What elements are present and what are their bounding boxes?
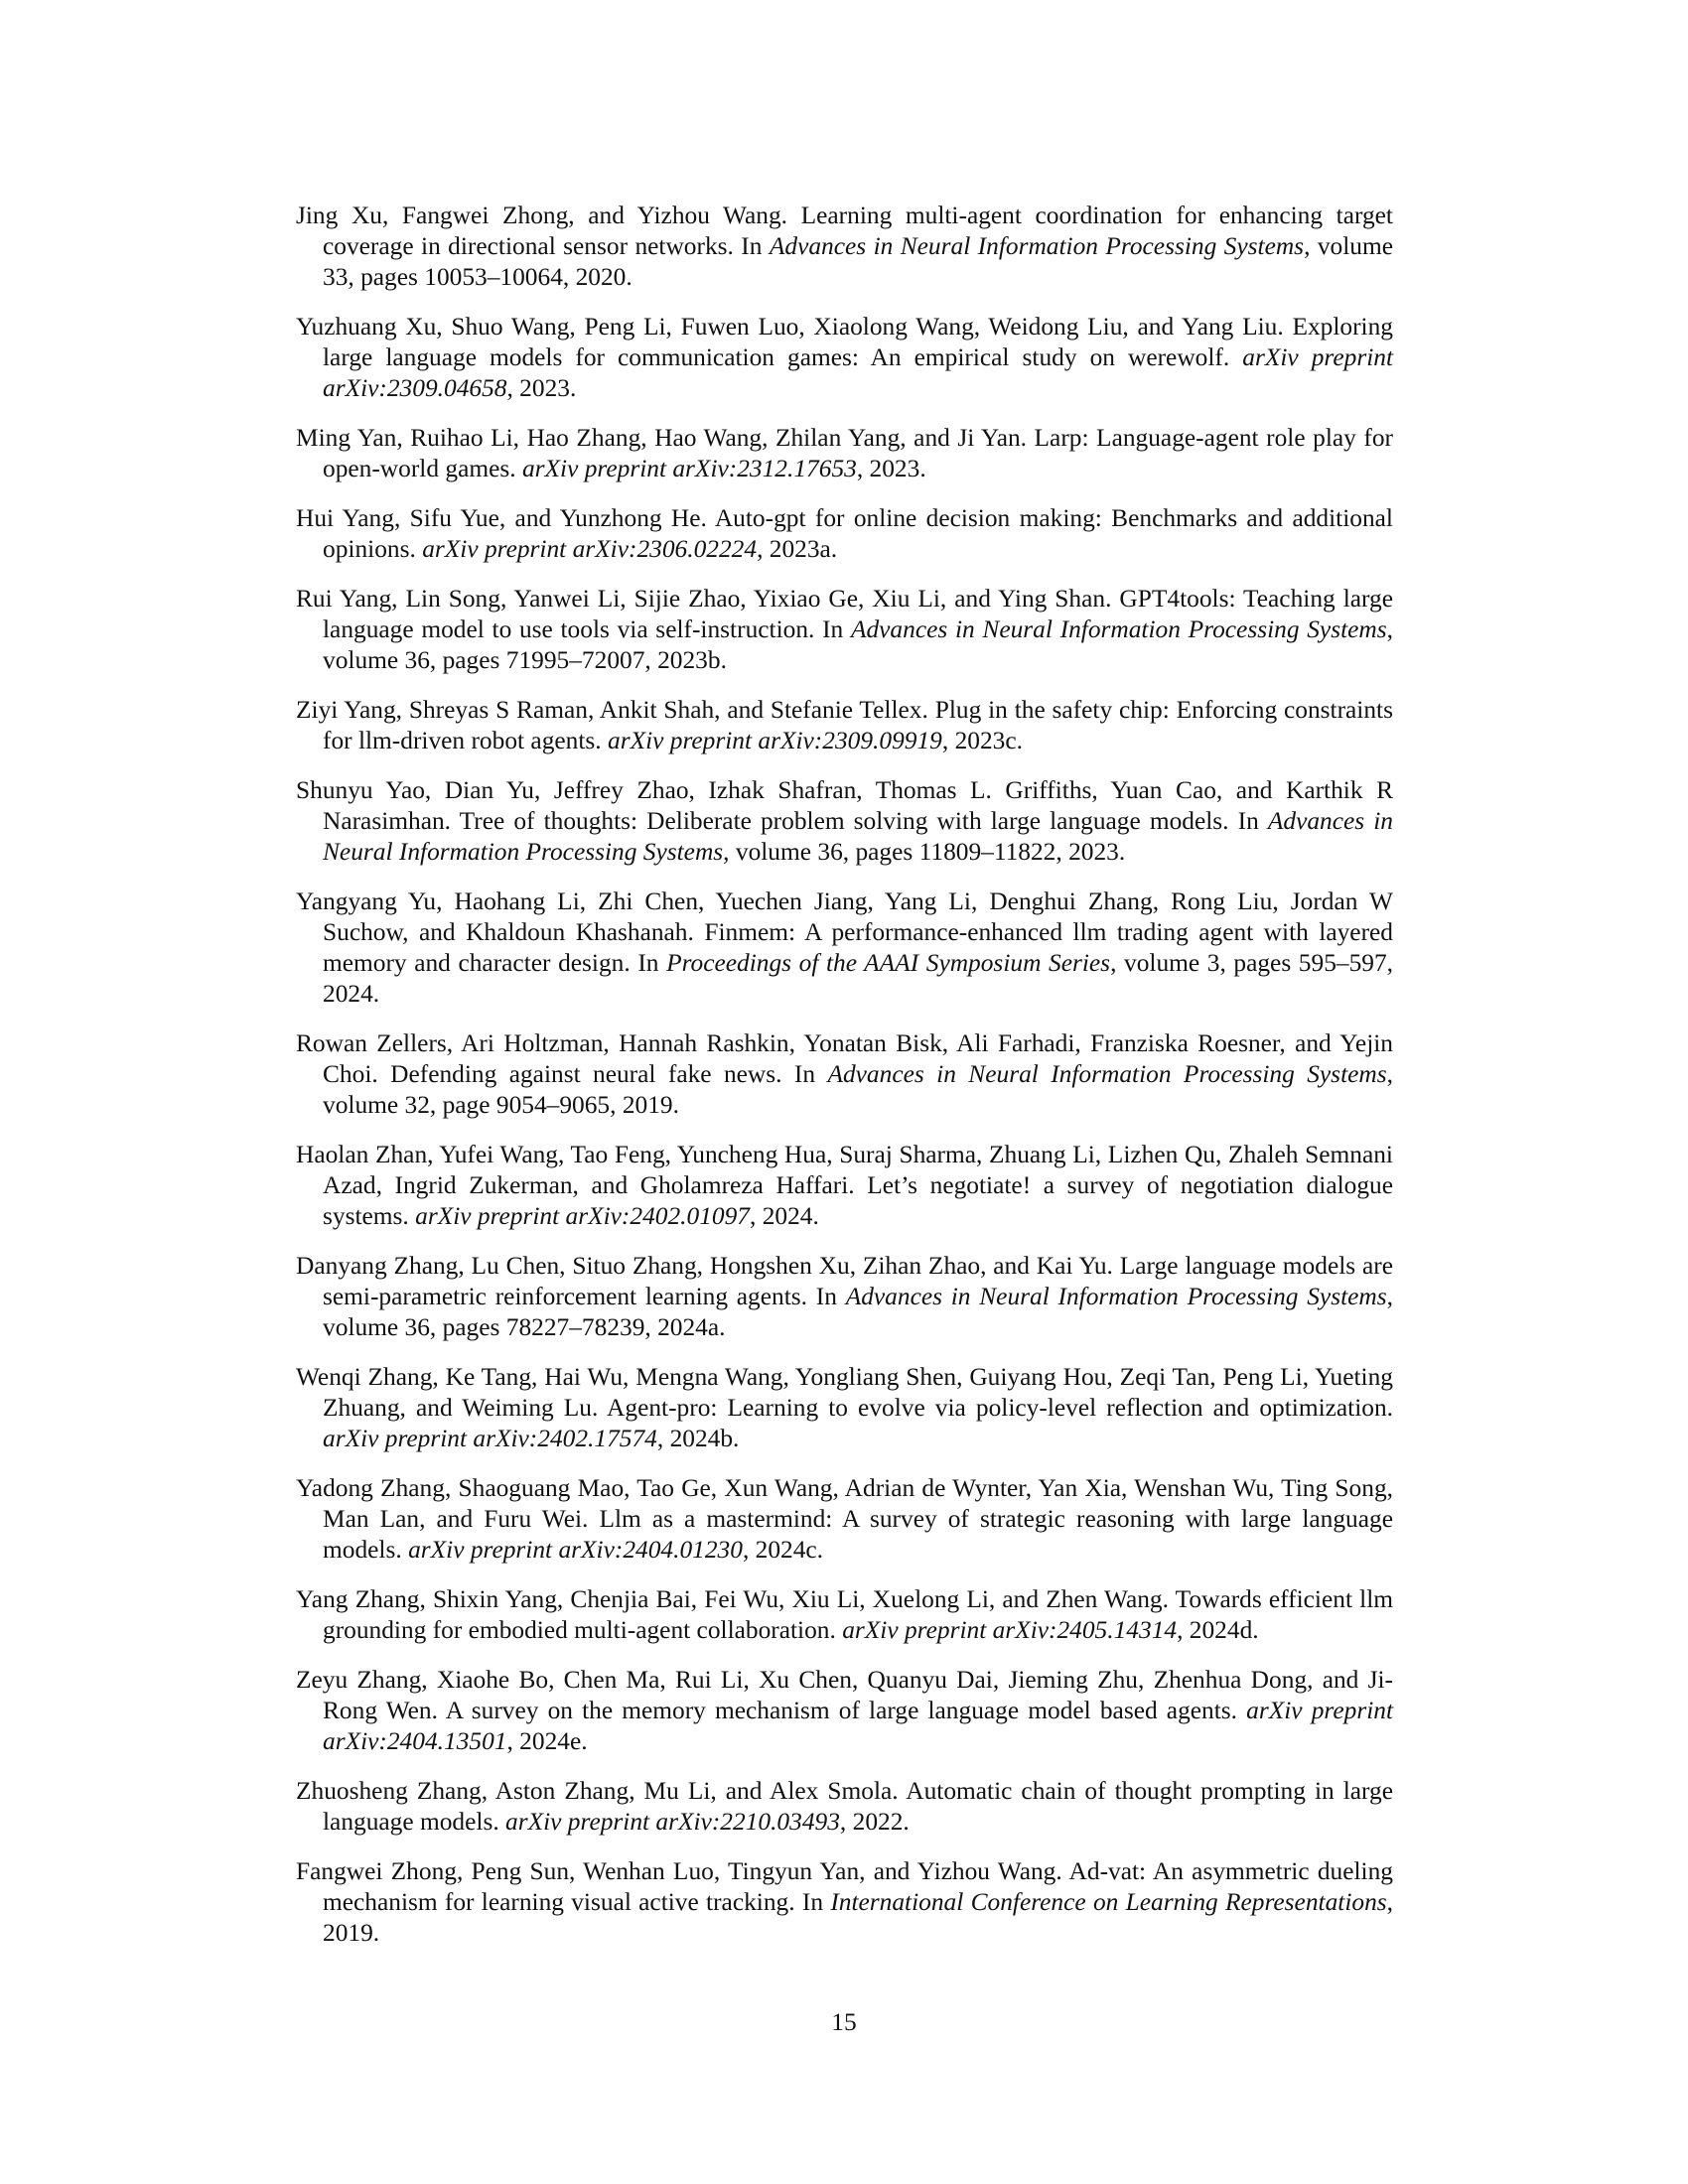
reference-details: , 2023. xyxy=(856,455,926,482)
reference-venue: arXiv preprint arXiv:2404.01230 xyxy=(408,1536,743,1564)
reference-entry xyxy=(296,1473,1393,1566)
reference-details: , volume 36, pages 11809–11822, 2023. xyxy=(723,838,1126,866)
reference-authors: Jing Xu, Fangwei Zhong, and Yizhou Wang. xyxy=(296,202,787,229)
reference-venue: arXiv preprint arXiv:2402.17574 xyxy=(323,1425,657,1452)
reference-details: , volume 3, pages 595–597, 2024. xyxy=(323,949,1394,1008)
reference-authors: Yuzhuang Xu, Shuo Wang, Peng Li, Fuwen Luo, Xiaolong Wang, Weidong Liu, and Yang Liu. xyxy=(296,313,1284,341)
reference-title: Agent-pro: Learning to evolve via policy-level reflection and optimization. xyxy=(607,1394,1394,1422)
reference-details: , 2024b. xyxy=(656,1425,740,1452)
reference-venue: International Conference on Learning Representations xyxy=(830,1888,1387,1916)
reference-entry xyxy=(296,1140,1393,1232)
reference-entry xyxy=(296,201,1393,293)
reference-entry xyxy=(296,887,1393,1010)
reference-prefix: In xyxy=(801,1888,824,1916)
reference-authors: Rui Yang, Lin Song, Yanwei Li, Sijie Zhao, Yixiao Ge, Xiu Li, and Ying Shan. xyxy=(296,585,1112,613)
reference-details: , 2022. xyxy=(839,1808,910,1836)
reference-details: , 2024d. xyxy=(1177,1616,1259,1644)
reference-entry xyxy=(296,423,1393,484)
reference-details: , volume 32, page 9054–9065, 2019. xyxy=(323,1060,1393,1119)
reference-entry xyxy=(296,695,1393,756)
reference-venue: arXiv preprint arXiv:2309.04658 xyxy=(323,343,1394,402)
reference-venue: Proceedings of the AAAI Symposium Series xyxy=(666,949,1111,977)
reference-entry xyxy=(296,775,1393,868)
reference-entry xyxy=(296,1028,1393,1121)
reference-title: Finmem: A performance-enhanced llm trading agent with layered memory and character design. xyxy=(323,918,1393,977)
reference-entry xyxy=(296,1776,1393,1838)
reference-title: Exploring large language models for communication games: An empirical study on werewolf. xyxy=(323,313,1393,371)
reference-prefix: In xyxy=(793,1060,816,1088)
reference-venue: arXiv preprint arXiv:2210.03493 xyxy=(505,1808,840,1836)
reference-title: Ad-vat: An asymmetric dueling mechanism for learning visual active tracking. xyxy=(323,1857,1394,1916)
reference-details: , 2024c. xyxy=(742,1536,824,1564)
reference-entry xyxy=(296,1251,1393,1343)
reference-details: , 2024e. xyxy=(506,1727,588,1755)
reference-entry xyxy=(296,312,1393,404)
reference-authors: Yadong Zhang, Shaoguang Mao, Tao Ge, Xun Wang, Adrian de Wynter, Yan Xia, Wenshan Wu, Ting Song, Man Lan, and Furu Wei. xyxy=(296,1474,1393,1533)
reference-title: Larp: Language-agent role play for open-world games. xyxy=(323,424,1393,482)
reference-details: , volume 33, pages 10053–10064, 2020. xyxy=(323,232,1393,291)
reference-entry xyxy=(296,503,1393,565)
reference-title: Automatic chain of thought prompting in large language models. xyxy=(323,1777,1394,1836)
reference-authors: Yang Zhang, Shixin Yang, Chenjia Bai, Fei Wu, Xiu Li, Xuelong Li, and Zhen Wang. xyxy=(296,1585,1169,1613)
reference-title: Let’s negotiate! a survey of negotiation dialogue systems. xyxy=(323,1171,1393,1230)
reference-details: , 2019. xyxy=(323,1888,1393,1947)
reference-title: Defending against neural fake news. xyxy=(390,1060,782,1088)
reference-venue: Advances in Neural Information Processing Systems xyxy=(845,1283,1387,1310)
reference-prefix: In xyxy=(741,232,763,260)
reference-authors: Zhuosheng Zhang, Aston Zhang, Mu Li, and Alex Smola. xyxy=(296,1777,899,1805)
reference-prefix: In xyxy=(822,615,844,643)
reference-authors: Hui Yang, Sifu Yue, and Yunzhong He. xyxy=(296,504,707,532)
reference-venue: Advances in Neural Information Processing Systems xyxy=(850,615,1387,643)
reference-authors: Rowan Zellers, Ari Holtzman, Hannah Rashkin, Yonatan Bisk, Ali Farhadi, Franziska Roesner, and Yejin Choi. xyxy=(296,1029,1393,1088)
reference-details: , 2023. xyxy=(506,374,577,402)
reference-entry xyxy=(296,1856,1393,1949)
reference-title: Plug in the safety chip: Enforcing constraints for llm-driven robot agents. xyxy=(323,696,1393,754)
reference-authors: Ziyi Yang, Shreyas S Raman, Ankit Shah, and Stefanie Tellex. xyxy=(296,696,928,724)
reference-venue: arXiv preprint arXiv:2404.13501 xyxy=(323,1697,1393,1755)
reference-entry xyxy=(296,1362,1393,1454)
reference-authors: Wenqi Zhang, Ke Tang, Hai Wu, Mengna Wang, Yongliang Shen, Guiyang Hou, Zeqi Tan, Peng Li, Yueting Zhuang, and Weiming Lu. xyxy=(296,1363,1393,1422)
reference-title: Auto-gpt for online decision making: Benchmarks and additional opinions. xyxy=(323,504,1393,563)
reference-venue: arXiv preprint arXiv:2309.09919 xyxy=(608,727,942,754)
reference-prefix: In xyxy=(637,949,659,977)
reference-venue: arXiv preprint arXiv:2402.01097 xyxy=(415,1202,750,1230)
reference-entry xyxy=(296,584,1393,676)
reference-authors: Yangyang Yu, Haohang Li, Zhi Chen, Yuechen Jiang, Yang Li, Denghui Zhang, Rong Liu, Jordan W Suchow, and Khaldoun Khashanah. xyxy=(296,887,1393,946)
reference-entry xyxy=(296,1584,1393,1646)
reference-venue: arXiv preprint arXiv:2312.17653 xyxy=(521,455,857,482)
reference-title: Towards efficient llm grounding for embodied multi-agent collaboration. xyxy=(323,1585,1393,1644)
reference-title: Large language models are semi-parametric reinforcement learning agents. xyxy=(323,1252,1393,1310)
page-number: 15 xyxy=(831,2008,857,2036)
reference-details: , 2024. xyxy=(750,1202,819,1230)
reference-title: Tree of thoughts: Deliberate problem solving with large language models. xyxy=(459,807,1229,835)
reference-details: , 2023a. xyxy=(757,535,838,563)
reference-details: , volume 36, pages 71995–72007, 2023b. xyxy=(323,615,1393,674)
reference-authors: Fangwei Zhong, Peng Sun, Wenhan Luo, Tingyun Yan, and Yizhou Wang. xyxy=(296,1857,1062,1885)
reference-title: Learning multi-agent coordination for enhancing target coverage in directional sensor networks. xyxy=(323,202,1393,260)
reference-details: , volume 36, pages 78227–78239, 2024a. xyxy=(323,1283,1393,1341)
reference-authors: Zeyu Zhang, Xiaohe Bo, Chen Ma, Rui Li, Xu Chen, Quanyu Dai, Jieming Zhu, Zhenhua Dong, and Ji-Rong Wen. xyxy=(296,1666,1393,1724)
reference-prefix: In xyxy=(1237,807,1259,835)
reference-details: , 2023c. xyxy=(941,727,1023,754)
reference-authors: Ming Yan, Ruihao Li, Hao Zhang, Hao Wang, Zhilan Yang, and Ji Yan. xyxy=(296,424,1028,452)
reference-authors: Danyang Zhang, Lu Chen, Situo Zhang, Hongshen Xu, Zihan Zhao, and Kai Yu. xyxy=(296,1252,1113,1280)
reference-authors: Shunyu Yao, Dian Yu, Jeffrey Zhao, Izhak Shafran, Thomas L. Griffiths, Yuan Cao, and Karthik R Narasimhan. xyxy=(296,776,1393,835)
reference-venue: arXiv preprint arXiv:2306.02224 xyxy=(422,535,758,563)
reference-title: GPT4tools: Teaching large language model to use tools via self-instruction. xyxy=(323,585,1393,643)
reference-venue: arXiv preprint arXiv:2405.14314 xyxy=(842,1616,1178,1644)
reference-venue: Advances in Neural Information Processing Systems xyxy=(827,1060,1387,1088)
reference-list xyxy=(296,201,1393,1968)
reference-title: A survey on the memory mechanism of large language model based agents. xyxy=(445,1697,1238,1724)
reference-venue: Advances in Neural Information Processing Systems xyxy=(323,807,1394,866)
reference-entry xyxy=(296,1665,1393,1757)
reference-authors: Haolan Zhan, Yufei Wang, Tao Feng, Yuncheng Hua, Suraj Sharma, Zhuang Li, Lizhen Qu, Zhaleh Semnani Azad, Ingrid Zukerman, and Gholamreza Haffari. xyxy=(296,1141,1393,1199)
reference-title: Llm as a mastermind: A survey of strategic reasoning with large language models. xyxy=(323,1505,1393,1564)
reference-prefix: In xyxy=(815,1283,837,1310)
reference-venue: Advances in Neural Information Processing Systems xyxy=(769,232,1305,260)
